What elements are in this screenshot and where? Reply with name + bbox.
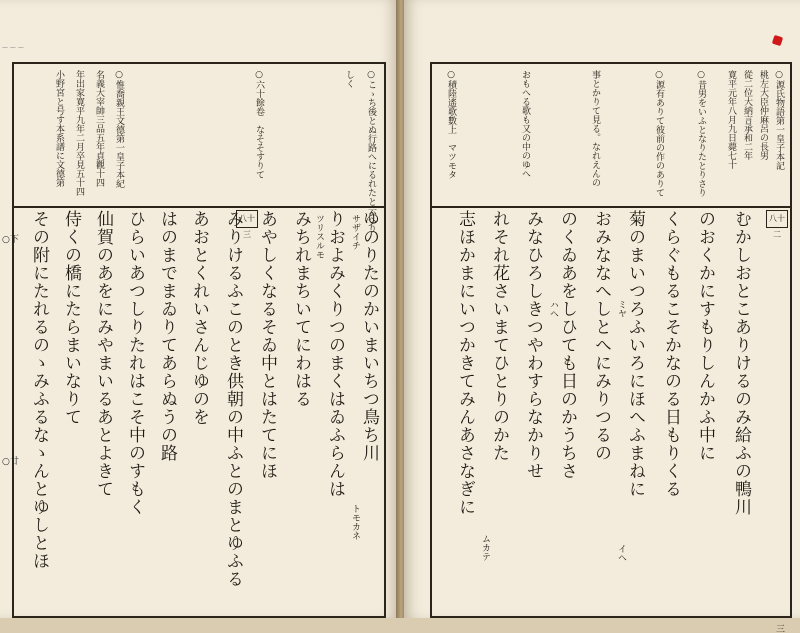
headnote-line: おもへる歌も又の中のゆへ <box>520 70 530 178</box>
text-line: あおとくれいさんじゆのを <box>189 210 209 426</box>
text-line: 仙賀のあをにみやまいるあとよきて <box>93 210 113 498</box>
right-page-frame <box>430 62 792 633</box>
text-line: あやしくなるそゐ中とはたてにほ <box>257 210 277 480</box>
text-line: 志ほかまにいつかきてみんあさなぎに <box>455 210 475 516</box>
furigana-label: ハヘ <box>548 300 558 318</box>
headnote-line: ○源氏物語第一皇子本記 <box>774 70 784 170</box>
headnote-line: ○源有ありて彼前の作のありて <box>654 70 664 197</box>
margin-mark: ○廿 <box>2 457 19 467</box>
page-number: 八十二 <box>766 210 788 228</box>
text-line: その附にたれるのゝみふるなゝんとゆしとほ <box>29 210 49 570</box>
left-page-frame <box>12 62 386 618</box>
text-line: のくゐあをしひても日のかうちさ <box>557 210 577 480</box>
page-number: 八十三 <box>236 210 258 228</box>
text-line: はのまでまゐりてあらぬうの路 <box>157 210 177 462</box>
text-line: みりけるふこのとき供朝の中ふとのまとゆふる <box>223 210 243 588</box>
text-line: 菊のまいつろふいろにほへふまねに <box>625 210 645 498</box>
headnote-line: ○六十餘卷 なそそすりて <box>254 70 264 179</box>
headnote-line: 小野宮と号す本系譜に文德第 <box>54 70 64 187</box>
furigana-label: サザイチ <box>350 214 360 250</box>
left-header-divider <box>14 206 384 208</box>
headnote-line: 從二位大納言承和二年 <box>742 70 752 160</box>
text-line: みちれまちいてにわはる <box>291 210 311 408</box>
furigana-label: ムカテ <box>480 534 490 561</box>
headnote-line: しく <box>344 70 354 88</box>
text-line: れそれ花さいまてひとりのかた <box>489 210 509 462</box>
headnote-line: ○昔男をいふとなりたとりさり <box>696 70 706 197</box>
text-line: 侍くの橋にたらまいなりて <box>61 210 81 426</box>
text-line: むかしおとこありけるのみ給ふの鴨川 <box>731 210 751 516</box>
headnote-line: 年出家寛平九年二月卒見五十四 <box>74 70 84 196</box>
headnote-line: ○惟喬親王文德第一皇子本紀 <box>114 70 124 188</box>
furigana-label: イヘ <box>616 544 626 562</box>
margin-mark: ○下 <box>2 235 19 245</box>
right-header-divider <box>432 206 790 208</box>
furigana-label: トモカネ <box>350 504 360 540</box>
furigana-label: ミヤ <box>616 300 626 318</box>
headnote-line: 寛平元年八月九日薨七十 <box>726 70 736 169</box>
text-line: みなひろしきつやわすらなかりせ <box>523 210 543 480</box>
text-line: くらぐもるこそかなのる日もりくる <box>661 210 681 498</box>
headnote-line: 桃左大臣仲麻呂の長男 <box>758 70 768 160</box>
text-line: ひらいあつしりたれはこそ中のすもく <box>125 210 145 516</box>
text-line: のおくかにすもりしんかふ中に <box>695 210 715 462</box>
furigana-label: ツリスルモ <box>314 214 324 259</box>
edge-stamp: — — — <box>2 44 24 51</box>
headnote-line: 名義大宰帥三品五年貞觀十四 <box>94 70 104 187</box>
red-ink-mark <box>772 35 783 46</box>
text-line: りおよみくりつのまくはゐふらんは <box>325 210 345 498</box>
text-line: ゆのりたのかいまいちつ鳥ち川 <box>359 210 379 462</box>
text-line: おみななへしとへにみりつるの <box>591 210 611 462</box>
right-page <box>404 0 800 633</box>
left-page <box>0 0 398 618</box>
headnote-line: 事とかりて見る。なれえんの <box>590 70 600 187</box>
headnote-line: ○こゝち後とぬ行路へにるれたと云へり <box>366 70 376 233</box>
headnote-line: ○積陸遙歌數上 マツモタ <box>446 70 456 179</box>
section-number: 三 <box>774 624 784 633</box>
